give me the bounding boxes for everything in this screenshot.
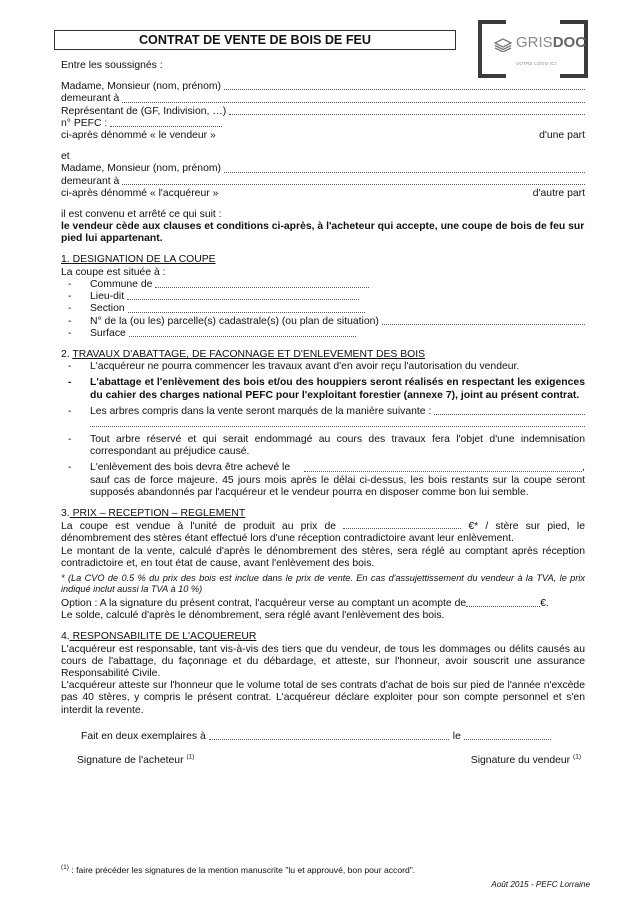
tree-marking-field[interactable] <box>434 406 585 415</box>
section3-heading <box>61 508 585 520</box>
seller-address-label: demeurant à <box>61 93 120 105</box>
seller-signature-label[interactable] <box>471 755 581 767</box>
footnote <box>61 864 415 876</box>
section4-title: RESPONSABILITE DE L'ACQUEREUR <box>72 631 257 643</box>
removal-deadline-terms: sauf cas de force majeure. 45 jours mois après le délai ci-dessus, les bois restants sur la coupe seront supposés abandonnés par l'acquéreur et le vendeur pourra en disposer comme bon lui semble. <box>90 474 585 498</box>
price-paragraph <box>61 520 585 545</box>
dash-bullet: - <box>68 462 72 474</box>
signature-row <box>61 755 585 767</box>
volume-attestation-paragraph: L'acquéreur atteste sur l'honneur que le volume total de ses contrats d'achat de bois sur pied de l'année n'excède pas 40 stères, y compris le présent contrat. L'acquéreur déclare exploiter pour son compte personnel et s'en interdit la revente. <box>61 680 585 716</box>
seller-representative-field[interactable] <box>229 106 585 115</box>
list-item <box>61 328 585 340</box>
buyer-name-line <box>61 163 585 175</box>
list-item <box>61 361 585 373</box>
section2-heading <box>61 349 585 361</box>
section3-title: PRIX – RECEPTION – REGLEMENT <box>72 507 246 519</box>
dash-bullet: - <box>68 433 72 445</box>
seller-pefc-label: n° PEFC : <box>61 117 108 129</box>
removal-deadline-field[interactable] <box>304 462 582 471</box>
buyer-signature-text: Signature de l'acheteur <box>77 754 184 766</box>
payment-paragraph: Le montant de la vente, calculé d'après le dénombrement des stères, sera réglé au comptant après réception contradictoire et, en tout état de cause, avant l'enlèvement des bois. <box>61 545 585 569</box>
section3-number: 3. <box>61 507 70 519</box>
logo-brand-bold: DOC <box>552 34 587 51</box>
parcel-label: N° de la (ou les) parcelle(s) cadastrale(s) (ou plan de situation) <box>90 315 379 327</box>
damage-indemnity-text: Tout arbre réservé et qui serait endommagé au cours des travaux fera l'objet d'une indemnisation correspondant au préjudice causé. <box>90 433 585 458</box>
works-authorization-text: L'acquéreur ne pourra commencer les travaux avant d'en avoir reçu l'autorisation du vendeur. <box>90 361 520 373</box>
parties-intro: Entre les soussignés : <box>61 60 163 71</box>
surface-label: Surface <box>90 327 126 339</box>
surface-field[interactable] <box>129 328 356 337</box>
dash-bullet: - <box>68 405 72 417</box>
tree-marking-label: Les arbres compris dans la vente seront marqués de la manière suivante : <box>90 405 432 417</box>
buyer-address-field[interactable] <box>122 176 585 185</box>
works-list <box>61 361 585 499</box>
seller-signature-text: Signature du vendeur <box>470 754 571 766</box>
footnote-marker: (1) <box>61 864 69 872</box>
logo-brand <box>516 34 587 51</box>
works-pefc-requirement: L'abattage et l'enlèvement des bois et/ou des houppiers seront réalisés en respectant les exigences du cahier des charges national PEFC pour l'exploitant forestier (annexe 7), joint au présent contrat. <box>90 377 585 401</box>
section-label: Section <box>90 303 125 315</box>
list-item <box>61 434 585 458</box>
seller-pefc-line <box>61 118 585 130</box>
buyer-address-line <box>61 176 585 188</box>
dash-bullet: - <box>68 361 72 373</box>
seller-designation-line <box>61 130 585 142</box>
made-at-line <box>61 731 551 743</box>
option-line <box>61 598 585 610</box>
section2-number: 2. <box>61 348 70 360</box>
list-item <box>61 316 585 328</box>
logo-brand-light: GRIS <box>516 34 553 51</box>
location-list <box>61 279 585 340</box>
list-item: - L'enlèvement des bois devra être achevé le , sauf cas de force majeure. 45 jours mois après le délai ci-dessus, les bois restants sur la coupe seront supposés abandonnés par l'acquéreur et le vendeur pourra en disposer comme bon lui semble. <box>68 462 585 498</box>
seller-pefc-field[interactable] <box>110 118 222 127</box>
seller-designation: ci-après dénommé « le vendeur » <box>61 129 216 141</box>
buyer-signature-label[interactable] <box>77 755 194 767</box>
lieu-dit-field[interactable] <box>127 291 359 300</box>
footnote-text: : faire précéder les signatures de la mention manuscrite "lu et approuvé, bon pour accord". <box>68 865 416 875</box>
dash-bullet: - <box>68 278 72 290</box>
contract-body <box>61 60 585 767</box>
deposit-field[interactable] <box>466 598 540 607</box>
dash-bullet: - <box>68 327 72 339</box>
seller-name-label: Madame, Monsieur (nom, prénom) <box>61 81 221 93</box>
buyer-name-label: Madame, Monsieur (nom, prénom) <box>61 163 221 175</box>
balance-paragraph: Le solde, calculé d'après le dénombrement, sera réglé avant l'enlèvement des bois. <box>61 610 445 622</box>
footer-date-source: Août 2015 - PEFC Lorraine <box>491 880 590 889</box>
buyer-address-label: demeurant à <box>61 175 120 187</box>
section1-number: 1. <box>61 254 70 266</box>
seller-address-line <box>61 93 585 105</box>
document-title: CONTRAT DE VENTE DE BOIS DE FEU <box>54 30 456 50</box>
list-item <box>61 291 585 303</box>
section1-title: DESIGNATION DE LA COUPE <box>72 254 216 266</box>
liability-paragraph: L'acquéreur est responsable, tant vis-à-vis des tiers que du vendeur, de tous les dommages ou délits causés au cours de l'abattage, du façonnage et du débardage, et atteste, sur l'honneur, avoir souscrit une assurance Responsabilité Civile. <box>61 643 585 679</box>
cvo-note: * (La CVO de 0.5 % du prix des bois est inclue dans le prix de vente. En cas d'assujettissement du vendeur à la TVA, le prix indiqué inclut aussi la TVA à 10 %) <box>61 572 585 594</box>
section4-heading <box>61 631 585 643</box>
section1-heading <box>61 254 585 266</box>
section4-number: 4. <box>61 631 70 643</box>
logo-tagline: VOTRE LOGO ICI <box>516 61 557 66</box>
agreement-statement: le vendeur cède aux clauses et conditions ci-après, à l'acheteur qui accepte, une coupe de bois de feu sur pied lui appartenant. <box>61 221 585 245</box>
price-terms: €* / stère sur pied, le dénombrement des stères étant effectué lors d'une réception contradictoire avant leur enlèvement. <box>61 521 586 545</box>
section1-intro: La coupe est située à : <box>61 266 166 278</box>
lieu-dit-label: Lieu-dit <box>90 291 125 303</box>
and-word: et <box>61 151 70 163</box>
date-field[interactable] <box>464 731 551 740</box>
seller-name-field[interactable] <box>224 81 585 90</box>
option-label: Option : A la signature du présent contrat, l'acquéreur verse au comptant un acompte de <box>61 597 467 609</box>
dash-bullet: - <box>68 303 72 315</box>
seller-address-field[interactable] <box>122 93 585 102</box>
footnote-ref: (1) <box>573 753 581 761</box>
removal-deadline-label: L'enlèvement des bois devra être achevé le <box>90 462 291 474</box>
seller-name-line <box>61 81 585 93</box>
section-field[interactable] <box>128 303 365 312</box>
made-at-place-field[interactable] <box>209 731 449 740</box>
commune-label: Commune de <box>90 278 153 290</box>
dash-bullet: - <box>68 315 72 327</box>
footnote-ref: (1) <box>186 753 195 761</box>
section2-title: TRAVAUX D'ABATTAGE, DE FACONNAGE ET D'ENLEVEMENT DES BOIS <box>72 348 426 360</box>
tree-marking-field-2[interactable] <box>90 418 585 427</box>
seller-representative-line <box>61 106 585 118</box>
buyer-name-field[interactable] <box>224 163 585 172</box>
list-item <box>61 279 585 291</box>
buyer-designation: ci-après dénommé « l'acquéreur » <box>61 187 219 199</box>
seller-representative-label: Représentant de (GF, Indivision, …) <box>61 105 227 117</box>
dash-bullet: - <box>68 377 72 389</box>
option-currency: €. <box>540 597 549 609</box>
list-item <box>61 303 585 315</box>
price-label: La coupe est vendue à l'unité de produit au prix de <box>61 521 337 533</box>
list-item <box>61 406 585 430</box>
price-field[interactable] <box>343 520 461 529</box>
made-at-label: Fait en deux exemplaires à <box>81 730 206 742</box>
list-item <box>61 377 585 401</box>
seller-side: d'une part <box>539 129 585 141</box>
agreement-intro: il est convenu et arrêté ce qui suit : <box>61 208 222 220</box>
dash-bullet: - <box>68 291 72 303</box>
layers-stack-icon <box>494 38 512 52</box>
buyer-side: d'autre part <box>532 187 585 199</box>
parcel-field[interactable] <box>382 316 585 325</box>
buyer-designation-line <box>61 188 585 200</box>
date-label: le <box>452 730 461 742</box>
commune-field[interactable] <box>155 279 369 288</box>
